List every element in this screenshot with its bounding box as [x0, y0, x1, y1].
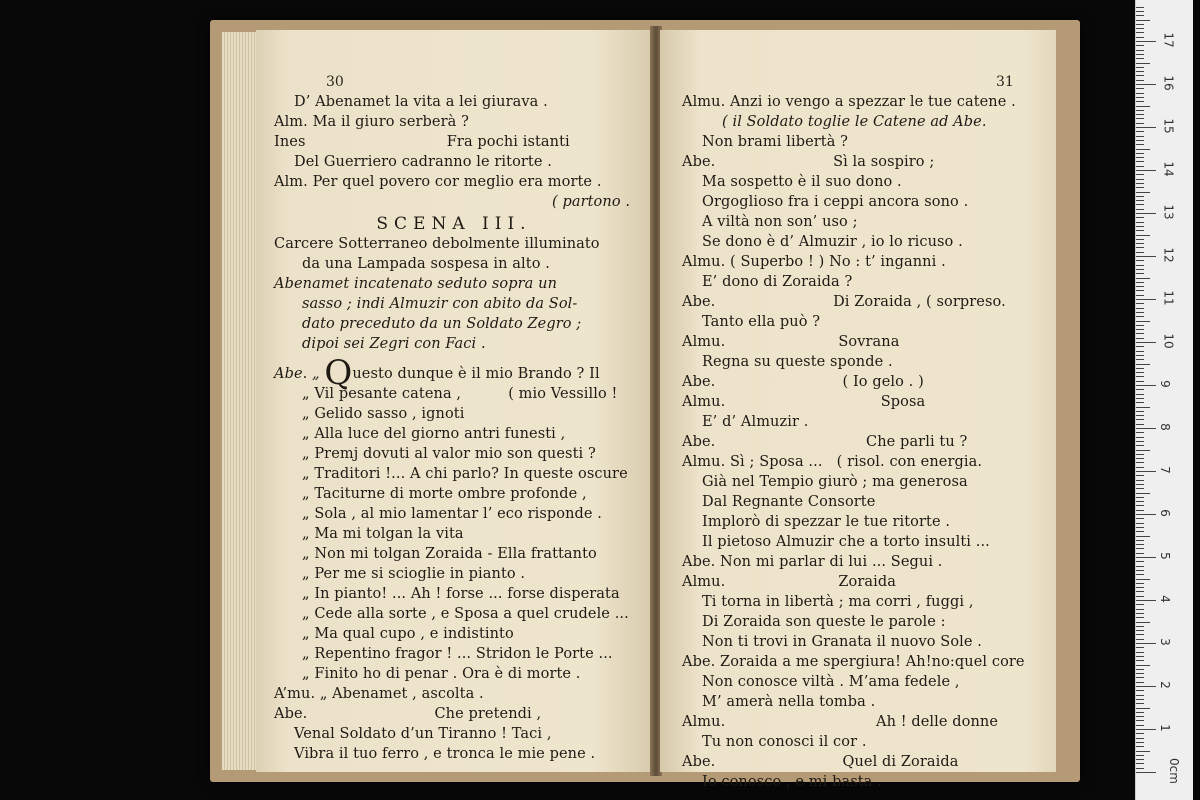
text-line: „ Repentino fragor ! ... Stridon le Porte ... [302, 646, 613, 662]
ruler-tick [1136, 338, 1144, 339]
ruler-tick [1136, 574, 1144, 575]
ruler-tick [1136, 58, 1144, 59]
ruler-tick [1136, 626, 1144, 627]
ruler-tick [1136, 131, 1144, 132]
ruler-tick [1136, 708, 1150, 709]
ruler-tick [1136, 755, 1144, 756]
ruler-tick [1136, 329, 1144, 330]
page-edges [222, 32, 256, 770]
scene-heading: SCENA III. [376, 214, 532, 234]
ruler-tick [1136, 32, 1144, 33]
ruler-tick [1136, 673, 1144, 674]
ruler-tick [1136, 235, 1150, 236]
ruler-label: 4 [1157, 595, 1172, 603]
text-line: Almu. Sposa [682, 394, 926, 410]
ruler-label: 15 [1161, 118, 1176, 134]
text-line: Ti torna in libertà ; ma corri , fuggi , [702, 594, 974, 610]
text-line: ( il Soldato toglie le Catene ad Abe. [722, 114, 987, 130]
ruler-tick [1136, 613, 1144, 614]
ruler-tick [1136, 265, 1144, 266]
ruler-tick [1136, 226, 1144, 227]
text-line: Implorò di spezzar le tue ritorte . [702, 514, 951, 530]
ruler-tick [1136, 699, 1144, 700]
ruler-tick [1136, 497, 1144, 498]
text-line: Di Zoraida son queste le parole : [702, 614, 946, 630]
ruler-tick [1136, 63, 1150, 64]
ruler-tick [1136, 471, 1156, 472]
ruler-tick [1136, 286, 1144, 287]
text-line: „ Alla luce del giorno antri funesti , [302, 426, 566, 442]
ruler-tick [1136, 385, 1156, 386]
ruler-label: 5 [1157, 552, 1172, 560]
text-line: Il pietoso Almuzir che a torto insulti ... [702, 534, 990, 550]
ruler-tick [1136, 118, 1144, 119]
ruler-label: 1 [1157, 724, 1172, 732]
ruler-tick [1136, 394, 1144, 395]
ruler-tick [1136, 600, 1156, 601]
ruler-tick [1136, 579, 1150, 580]
ruler-tick [1136, 505, 1144, 506]
open-book [210, 20, 1080, 790]
ruler-tick [1136, 192, 1150, 193]
ruler-tick [1136, 609, 1144, 610]
ruler-tick [1136, 230, 1144, 231]
ruler-tick [1136, 149, 1150, 150]
ruler-tick [1136, 643, 1156, 644]
ruler-tick [1136, 316, 1144, 317]
ruler-tick [1136, 273, 1144, 274]
ruler-tick [1136, 742, 1144, 743]
ruler-tick [1136, 7, 1144, 8]
ruler-tick [1136, 84, 1156, 85]
ruler-tick [1136, 596, 1144, 597]
ruler-tick [1136, 682, 1144, 683]
text-line: E’ dono di Zoraida ? [702, 274, 853, 290]
ruler-tick [1136, 351, 1144, 352]
text-line: Abe. Quel di Zoraida [682, 754, 959, 770]
ruler-tick [1136, 536, 1150, 537]
ruler-tick [1136, 566, 1144, 567]
ruler-tick [1136, 462, 1144, 463]
ruler-tick [1136, 209, 1144, 210]
ruler-tick [1136, 441, 1144, 442]
ruler-tick [1136, 720, 1144, 721]
ruler-tick [1136, 183, 1144, 184]
text-line: M’ amerà nella tomba . [702, 694, 876, 710]
ruler-tick [1136, 703, 1144, 704]
ruler-tick [1136, 346, 1144, 347]
text-line: Alm. Ma il giuro serberà ? [274, 114, 469, 130]
ruler-tick [1136, 428, 1156, 429]
ruler-tick [1136, 583, 1144, 584]
ruler-tick [1136, 458, 1144, 459]
text-line: Alm. Per quel povero cor meglio era morte . [274, 174, 602, 190]
text-line: „ Sola , al mio lamentar l’ eco risponde . [302, 506, 603, 522]
text-line: „ Finito ho di penar . Ora è di morte . [302, 666, 581, 682]
ruler-tick [1136, 746, 1144, 747]
text-line: „ Gelido sasso , ignoti [302, 406, 465, 422]
ruler-tick [1136, 763, 1144, 764]
ruler-label: 2 [1157, 681, 1172, 689]
page-number: 31 [996, 74, 1014, 90]
text-line: Carcere Sotterraneo debolmente illuminato [274, 236, 600, 252]
ruler-tick [1136, 28, 1144, 29]
ruler-tick [1136, 639, 1144, 640]
ruler-tick [1136, 467, 1144, 468]
ruler-tick [1136, 398, 1144, 399]
text-line: Io conosco , e mi basta . [702, 774, 882, 790]
ruler-label: 14 [1161, 161, 1176, 177]
ruler-label: 10 [1161, 333, 1176, 349]
text-line: Almu. Ah ! delle donne [682, 714, 999, 730]
ruler-tick [1136, 669, 1144, 670]
ruler-tick [1136, 630, 1144, 631]
ruler-tick [1136, 759, 1144, 760]
ruler-tick [1136, 557, 1156, 558]
ruler-tick [1136, 419, 1144, 420]
ruler-label: 12 [1161, 247, 1176, 263]
ruler-tick [1136, 333, 1144, 334]
text-line: Già nel Tempio giurò ; ma generosa [702, 474, 968, 490]
ruler-tick [1136, 355, 1144, 356]
text-line: Orgoglioso fra i ceppi ancora sono . [702, 194, 969, 210]
ruler-tick [1136, 376, 1144, 377]
ruler-tick [1136, 634, 1144, 635]
text-line: „ Premj dovuti al valor mio son questi ? [302, 446, 596, 462]
text-line: „ Vil pesante catena , ( mio Vessillo ! [302, 386, 618, 402]
ruler-tick [1136, 114, 1144, 115]
ruler-tick [1136, 54, 1144, 55]
ruler-tick [1136, 278, 1150, 279]
text-line: Se dono è d’ Almuzir , io lo ricuso . [702, 234, 963, 250]
ruler-label: 16 [1161, 75, 1176, 91]
ruler-tick [1136, 247, 1144, 248]
left-page [256, 30, 652, 772]
ruler-tick [1136, 71, 1144, 72]
ruler-tick [1136, 514, 1156, 515]
ruler-tick [1136, 617, 1144, 618]
text-line: D’ Abenamet la vita a lei giurava . [294, 94, 548, 110]
ruler-tick [1136, 93, 1144, 94]
ruler-tick [1136, 364, 1150, 365]
text-line: Almu. Sovrana [682, 334, 900, 350]
ruler-tick [1136, 260, 1144, 261]
ruler-tick [1136, 97, 1144, 98]
ruler-tick [1136, 475, 1144, 476]
text-line: Abe. ( Io gelo . ) [682, 374, 924, 390]
ruler-tick [1136, 312, 1144, 313]
ruler-label: 11 [1161, 290, 1176, 306]
ruler-tick [1136, 153, 1144, 154]
ruler-tick [1136, 37, 1144, 38]
verse-text: uesto dunque è il mio Brando ? Il [352, 366, 600, 382]
ruler-tick [1136, 587, 1144, 588]
ruler-tick [1136, 166, 1144, 167]
ruler-tick [1136, 204, 1144, 205]
ruler-tick [1136, 110, 1144, 111]
ruler-label: 7 [1157, 466, 1172, 474]
ruler-tick [1136, 41, 1156, 42]
text-line: Regna su queste sponde . [702, 354, 893, 370]
text-line: E’ d’ Almuzir . [702, 414, 809, 430]
ruler-tick [1136, 604, 1144, 605]
ruler-tick [1136, 123, 1144, 124]
text-line: Dal Regnante Consorte [702, 494, 876, 510]
ruler-tick [1136, 652, 1144, 653]
ruler-tick [1136, 622, 1150, 623]
ruler-tick [1136, 243, 1144, 244]
ruler-tick [1136, 544, 1144, 545]
ruler-tick [1136, 308, 1144, 309]
ruler-tick [1136, 454, 1144, 455]
ruler-tick [1136, 15, 1144, 16]
text-line: Vibra il tuo ferro , e tronca le mie pene . [294, 746, 596, 762]
ruler-tick [1136, 101, 1144, 102]
ruler-tick [1136, 695, 1144, 696]
text-line: Almu. Anzi io vengo a spezzar le tue catene . [682, 94, 1016, 110]
ruler-tick [1136, 768, 1144, 769]
ruler-tick [1136, 252, 1144, 253]
ruler-tick [1136, 157, 1144, 158]
ruler-tick [1136, 690, 1144, 691]
ruler-tick [1136, 127, 1156, 128]
text-line: Abenamet incatenato seduto sopra un [274, 276, 558, 292]
ruler-tick [1136, 501, 1144, 502]
text-line: Almu. Zoraida [682, 574, 896, 590]
ruler-tick [1136, 303, 1144, 304]
ruler-tick [1136, 196, 1144, 197]
text-line: ( partono . [552, 194, 631, 210]
ruler-label: 9 [1157, 380, 1172, 388]
first-verse-line [274, 353, 600, 393]
ruler-tick [1136, 67, 1144, 68]
ruler-tick [1136, 359, 1144, 360]
ruler-tick [1136, 269, 1144, 270]
ruler-tick [1136, 45, 1144, 46]
ruler-tick [1136, 187, 1144, 188]
ruler-tick [1136, 665, 1150, 666]
text-line: Non conosce viltà . M’ama fedele , [702, 674, 960, 690]
text-line: Venal Soldato d’un Tiranno ! Taci , [294, 726, 552, 742]
ruler-tick [1136, 561, 1144, 562]
ruler-tick [1136, 647, 1144, 648]
text-line: „ Ma qual cupo , e indistinto [302, 626, 514, 642]
ruler-tick [1136, 716, 1144, 717]
ruler-tick [1136, 325, 1144, 326]
ruler-tick [1136, 424, 1144, 425]
ruler-label: 8 [1157, 423, 1172, 431]
measurement-ruler [1135, 0, 1193, 800]
ruler-tick [1136, 170, 1156, 171]
text-line: Non ti trovi in Granata il nuovo Sole . [702, 634, 982, 650]
ruler-tick [1136, 342, 1156, 343]
text-line: sasso ; indi Almuzir con abito da Sol- [302, 296, 578, 312]
text-line: Abe. Di Zoraida , ( sorpreso. [682, 294, 1006, 310]
ruler-tick [1136, 553, 1144, 554]
ruler-tick [1136, 772, 1156, 773]
ruler-tick [1136, 751, 1150, 752]
ruler-tick [1136, 518, 1144, 519]
text-line: Abe. Che pretendi , [274, 706, 542, 722]
drop-cap: Q [324, 353, 353, 393]
ruler-tick [1136, 570, 1144, 571]
text-line: „ Per me si scioglie in pianto . [302, 566, 526, 582]
text-line: „ Taciturne di morte ombre profonde , [302, 486, 587, 502]
ruler-tick [1136, 50, 1144, 51]
ruler-tick [1136, 656, 1144, 657]
ruler-tick [1136, 540, 1144, 541]
ruler-tick [1136, 321, 1150, 322]
text-line: Ines Fra pochi istanti [274, 134, 570, 150]
ruler-tick [1136, 686, 1156, 687]
ruler-tick [1136, 75, 1144, 76]
ruler-tick [1136, 299, 1156, 300]
ruler-tick [1136, 136, 1144, 137]
text-line: „ Traditori !... A chi parlo? In queste oscure [302, 466, 628, 482]
ruler-tick [1136, 729, 1156, 730]
page-number: 30 [326, 74, 344, 90]
text-line: Abe. Sì la sospiro ; [682, 154, 935, 170]
ruler-tick [1136, 179, 1144, 180]
text-line: Abe. Non mi parlar di lui ... Segui . [682, 554, 943, 570]
ruler-tick [1136, 239, 1144, 240]
ruler-tick [1136, 24, 1144, 25]
ruler-tick [1136, 106, 1150, 107]
ruler-tick [1136, 450, 1150, 451]
text-line: Abe. Zoraida a me spergiura! Ah!no:quel core [682, 654, 1025, 670]
ruler-tick [1136, 200, 1144, 201]
text-line: Del Guerriero cadranno le ritorte . [294, 154, 552, 170]
right-page [660, 30, 1056, 790]
ruler-tick [1136, 733, 1144, 734]
ruler-tick [1136, 480, 1144, 481]
ruler-tick [1136, 372, 1144, 373]
ruler-tick [1136, 445, 1144, 446]
text-line: Almu. ( Superbo ! ) No : t’ inganni . [682, 254, 946, 270]
text-line: Almu. Sì ; Sposa ... ( risol. con energia. [682, 454, 983, 470]
ruler-tick [1136, 432, 1144, 433]
ruler-tick [1136, 738, 1144, 739]
text-line: dato preceduto da un Soldato Zegro ; [302, 316, 582, 332]
ruler-tick [1136, 548, 1144, 549]
ruler-tick [1136, 415, 1144, 416]
ruler-tick [1136, 389, 1144, 390]
ruler-label: 13 [1161, 204, 1176, 220]
text-line: da una Lampada sospesa in alto . [302, 256, 550, 272]
ruler-tick [1136, 527, 1144, 528]
ruler-tick [1136, 493, 1150, 494]
ruler-tick [1136, 437, 1144, 438]
text-line: „ In pianto! ... Ah ! forse ... forse disperata [302, 586, 620, 602]
text-line: A’mu. „ Abenamet , ascolta . [274, 686, 484, 702]
ruler-tick [1136, 591, 1144, 592]
ruler-tick [1136, 213, 1156, 214]
text-line: dipoi sei Zegri con Faci . [302, 336, 486, 352]
ruler-tick [1136, 407, 1150, 408]
ruler-tick [1136, 20, 1150, 21]
ruler-tick [1136, 295, 1144, 296]
ruler-tick [1136, 488, 1144, 489]
ruler-tick [1136, 222, 1144, 223]
ruler-label: 0cm [1166, 758, 1181, 784]
ruler-tick [1136, 11, 1144, 12]
text-line: Ma sospetto è il suo dono . [702, 174, 902, 190]
ruler-label: 3 [1157, 638, 1172, 646]
ruler-tick [1136, 290, 1144, 291]
ruler-tick [1136, 677, 1144, 678]
ruler-tick [1136, 402, 1144, 403]
ruler-tick [1136, 381, 1144, 382]
ruler-tick [1136, 282, 1144, 283]
ruler-tick [1136, 368, 1144, 369]
ruler-tick [1136, 510, 1144, 511]
ruler-tick [1136, 161, 1144, 162]
ruler-tick [1136, 256, 1156, 257]
ruler-tick [1136, 174, 1144, 175]
text-line: „ Cede alla sorte , e Sposa a quel crudele ... [302, 606, 629, 622]
ruler-tick [1136, 140, 1144, 141]
ruler-label: 17 [1161, 32, 1176, 48]
text-line: Non brami libertà ? [702, 134, 849, 150]
ruler-tick [1136, 217, 1144, 218]
ruler-tick [1136, 88, 1144, 89]
ruler-tick [1136, 523, 1144, 524]
ruler-tick [1136, 531, 1144, 532]
text-line: „ Ma mi tolgan la vita [302, 526, 464, 542]
ruler-tick [1136, 725, 1144, 726]
ruler-tick [1136, 80, 1144, 81]
ruler-tick [1136, 712, 1144, 713]
ruler-tick [1136, 144, 1144, 145]
ruler-tick [1136, 411, 1144, 412]
ruler-label: 6 [1157, 509, 1172, 517]
ruler-tick [1136, 660, 1144, 661]
text-line: „ Non mi tolgan Zoraida - Ella frattanto [302, 546, 597, 562]
speaker-label: Abe. „ [274, 366, 325, 382]
text-line: Abe. Che parli tu ? [682, 434, 968, 450]
text-line: Tanto ella può ? [702, 314, 821, 330]
ruler-tick [1136, 484, 1144, 485]
text-line: Tu non conosci il cor . [702, 734, 867, 750]
text-line: A viltà non son’ uso ; [702, 214, 858, 230]
